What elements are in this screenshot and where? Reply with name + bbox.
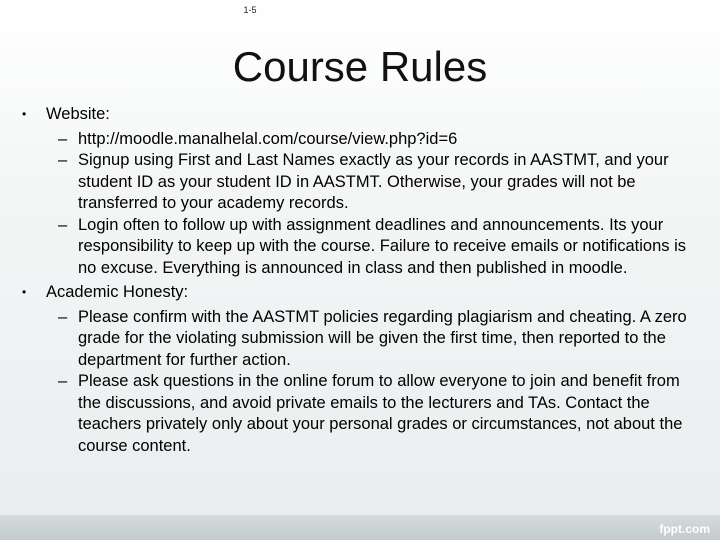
section-heading: Website: (46, 105, 110, 123)
section-academic-honesty-heading (22, 282, 702, 304)
slide-title: Course Rules (232, 43, 488, 90)
bullet: • (22, 107, 27, 121)
section-heading: Academic Honesty: (46, 283, 189, 301)
footer-band (0, 515, 720, 540)
section-website-heading (22, 104, 702, 126)
item-text: Please confirm with the AASTMT policies regarding plagiarism and cheating. A zero grade for the violating submission will be given the first time, then reported to the department for further action. (78, 307, 687, 369)
website-item-url (22, 129, 702, 151)
item-text: Login often to follow up with assignment deadlines and announcements. Its your responsibility to keep up with the course. Failure to receive emails or notifications is no excuse. Everything is announced in class and then published in moodle. (78, 215, 687, 277)
honesty-item-policies (22, 307, 702, 372)
item-text: Please ask questions in the online forum to allow everyone to join and benefit from the discussions, and avoid private emails to the lecturers and TAs. Contact the teachers privately only about your personal grades or circumstances, not about the course content. (78, 372, 683, 455)
dash: – (58, 151, 68, 169)
dash: – (58, 215, 68, 234)
item-text: Signup using First and Last Names exactly as your records in AASTMT, and your student ID as your student ID in AASTMT. Otherwise, your grades will not be transferred to your academy records. (78, 151, 669, 212)
website-url-link[interactable]: http://moodle.manalhelal.com/course/view.php?id=6 (78, 129, 458, 148)
website-item-signup (22, 150, 702, 215)
dash: – (58, 129, 68, 148)
website-item-login (22, 215, 702, 280)
slide-content (22, 104, 702, 457)
dash: – (58, 372, 68, 390)
honesty-item-forum (22, 371, 702, 457)
dash: – (58, 307, 68, 326)
slide-number: 1-5 (243, 5, 257, 15)
bullet: • (22, 285, 27, 299)
fppt-logo: fppt.com (659, 522, 710, 536)
